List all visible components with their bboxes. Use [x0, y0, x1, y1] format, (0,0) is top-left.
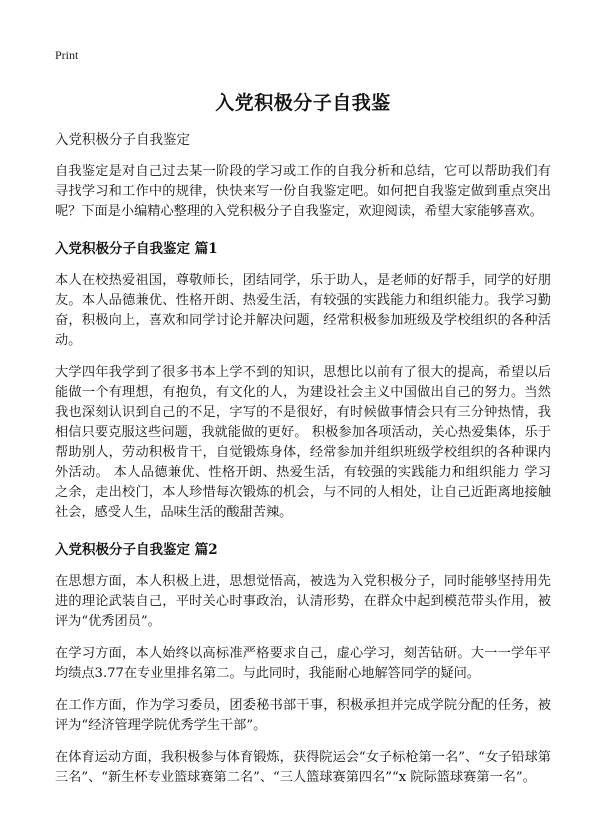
section-2-paragraph-2: 在学习方面，本人始终以高标准严格要求自己，虚心学习，刻苦钻研。大一一学年平均绩点3.77在专业里排名第二。与此同时，我能耐心地解答同学的疑问。	[55, 646, 551, 681]
section-heading-1: 入党积极分子自我鉴定 篇1	[55, 241, 218, 257]
print-link[interactable]: Print	[55, 48, 79, 62]
section-2-paragraph-4: 在体育运动方面，我积极参与体育锻炼，获得院运会“女子标枪第一名”、“女子铅球第三名”、“新生杯专业篮球赛第二名”、“三人篮球赛第四名”“x 院际篮球赛第一名”。	[55, 750, 551, 785]
intro-paragraph: 自我鉴定是对自己过去某一阶段的学习或工作的自我分析和总结，它可以帮助我们有寻找学习和工作中的规律，快快来写一份自我鉴定吧。如何把自我鉴定做到重点突出呢？下面是小编精心整理的入党积极分子自我鉴定，欢迎阅读，希望大家能够喜欢。	[55, 164, 551, 219]
section-2-paragraph-3: 在工作方面，作为学习委员，团委秘书部干事，积极承担并完成学院分配的任务，被评为“经济管理学院优秀学生干部”。	[55, 698, 551, 733]
section-heading-2: 入党积极分子自我鉴定 篇2	[55, 542, 218, 558]
document-subtitle: 入党积极分子自我鉴定	[55, 132, 190, 148]
section-1-paragraph-2: 大学四年我学到了很多书本上学不到的知识，思想比以前有了很大的提高，希望以后能做一个有理想，有抱负，有文化的人，为建设社会主义中国做出自己的努力。当然我也深刻认识到自己的不足，字写的不是很好，有时候做事情会只有三分钟热情，我相信只要克服这些问题，我就能做的更好。 积极参加各项活动，关心热爱集体，乐于帮助别人，劳动积极肯干，自觉锻炼身体，经常参加并组织班级学校组织的各种课内外活动。 本人品德兼优、性格开朗、热爱生活，有较强的实践能力和组织能力 学习之余，走出校门，本人珍惜每次锻炼的机会，与不同的人相处，让自己近距离地接触社会，感受人生，品味生活的酸甜苦辣。	[55, 365, 551, 520]
section-1-paragraph-1: 本人在校热爱祖国，尊敬师长，团结同学，乐于助人，是老师的好帮手，同学的好朋友。本人品德兼优、性格开朗、热爱生活，有较强的实践能力和组织能力。我学习勤奋，积极向上，喜欢和同学讨论并解决问题，经常积极参加班级及学校组织的各种活动。	[55, 273, 551, 348]
page-title: 入党积极分子自我鉴	[215, 92, 391, 114]
section-2-paragraph-1: 在思想方面，本人积极上进，思想觉悟高，被选为入党积极分子，同时能够坚持用先进的理论武装自己，平时关心时事政治，认清形势，在群众中起到模范带头作用，被评为“优秀团员”。	[55, 574, 551, 629]
